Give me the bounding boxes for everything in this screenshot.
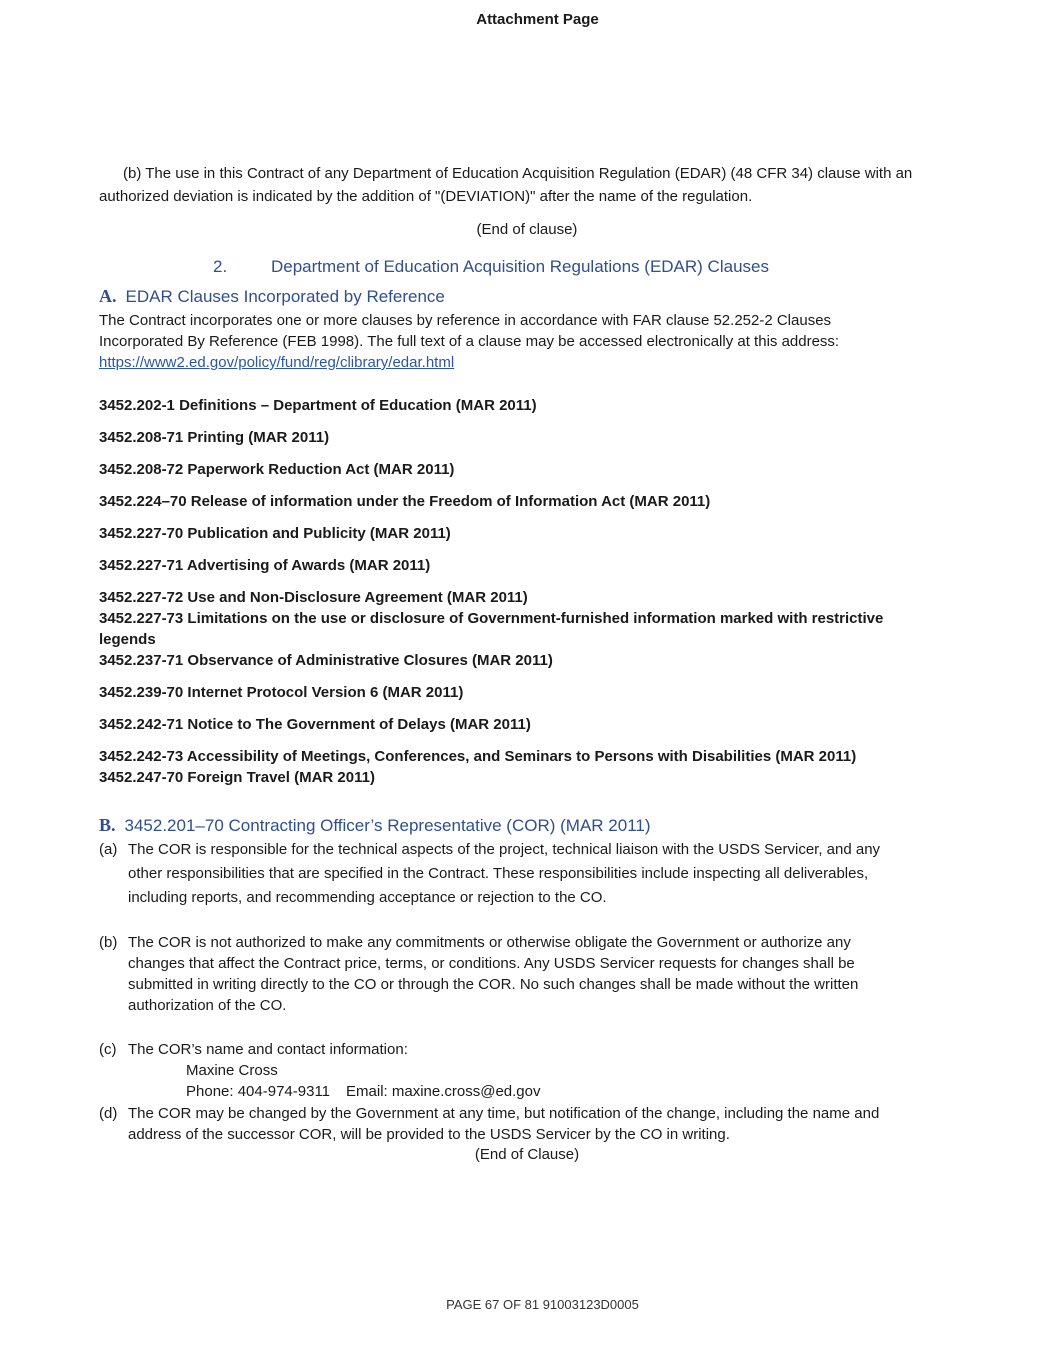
clause-item-continuation: legends — [99, 631, 156, 648]
section-b-letter: B. — [99, 815, 116, 835]
clause-item: 3452.247-70 Foreign Travel (MAR 2011) — [99, 769, 375, 786]
page-header-title: Attachment Page — [476, 11, 599, 28]
paragraph-b-line-2: authorized deviation is indicated by the addition of "(DEVIATION)" after the name of the regulation. — [99, 188, 753, 205]
cor-paragraph-a-line: The COR is responsible for the technical aspects of the project, technical liaison with the USDS Servicer, and any — [128, 841, 881, 858]
end-of-clause-1: (End of clause) — [476, 221, 578, 238]
section-a-title: EDAR Clauses Incorporated by Reference — [125, 287, 445, 306]
section-a-intro-line-1: The Contract incorporates one or more clauses by reference in accordance with FAR clause 52.252-2 Clauses — [99, 312, 832, 329]
cor-paragraph-d — [99, 1103, 944, 1145]
cor-paragraph-b-label: (b) — [99, 934, 118, 951]
clause-item: 3452.242-71 Notice to The Government of Delays (MAR 2011) — [99, 716, 531, 733]
section-a-intro-line-2: Incorporated By Reference (FEB 1998). The full text of a clause may be accessed electronically at this address: — [99, 333, 840, 350]
cor-name: Maxine Cross — [186, 1062, 278, 1079]
clause-item: 3452.227-70 Publication and Publicity (MAR 2011) — [99, 525, 451, 542]
cor-contact-line — [186, 1081, 944, 1102]
section-b-heading — [99, 815, 651, 836]
cor-paragraph-b — [99, 932, 944, 1016]
section-2-number: 2. — [213, 257, 228, 276]
cor-paragraph-d-label: (d) — [99, 1105, 118, 1122]
cor-contact-intro: The COR’s name and contact information: — [128, 1041, 408, 1058]
cor-email: Email: maxine.cross@ed.gov — [346, 1083, 541, 1100]
paragraph-b — [99, 162, 969, 208]
cor-paragraph-d-line: The COR may be changed by the Government at any time, but notification of the change, including the name and — [128, 1105, 880, 1122]
clause-item: 3452.242-73 Accessibility of Meetings, Conferences, and Seminars to Persons with Disabilities (MAR 2011) — [99, 748, 857, 765]
cor-paragraph-a-label: (a) — [99, 841, 118, 858]
section-a-letter: A. — [99, 286, 117, 306]
clause-item: 3452.202-1 Definitions – Department of Education (MAR 2011) — [99, 397, 537, 414]
clause-item: 3452.208-71 Printing (MAR 2011) — [99, 429, 330, 446]
clause-item: 3452.227-73 Limitations on the use or disclosure of Government-furnished information marked with restrictive — [99, 610, 884, 627]
edar-library-link[interactable]: https://www2.ed.gov/policy/fund/reg/clibrary/edar.html — [99, 354, 455, 371]
end-of-clause-2: (End of Clause) — [474, 1146, 580, 1163]
cor-paragraph-b-line: authorization of the CO. — [128, 997, 287, 1014]
clause-item: 3452.239-70 Internet Protocol Version 6 (MAR 2011) — [99, 684, 464, 701]
clause-item: 3452.237-71 Observance of Administrative Closures (MAR 2011) — [99, 652, 553, 669]
cor-paragraph-b-line: The COR is not authorized to make any commitments or otherwise obligate the Government or authorize any — [128, 934, 851, 951]
section-a-intro — [99, 310, 909, 373]
section-b-title: 3452.201–70 Contracting Officer’s Representative (COR) (MAR 2011) — [124, 816, 651, 835]
cor-paragraph-a-line: other responsibilities that are specified in the Contract. These responsibilities include inspecting all deliverables, — [128, 865, 869, 882]
page-footer: PAGE 67 OF 81 91003123D0005 — [446, 1297, 639, 1312]
paragraph-b-line-1: (b) The use in this Contract of any Department of Education Acquisition Regulation (EDAR) (48 CFR 34) clause with an — [123, 165, 913, 182]
cor-paragraph-c — [99, 1039, 944, 1102]
cor-paragraph-a — [99, 838, 944, 910]
cor-phone: Phone: 404-974-9311 — [186, 1083, 331, 1100]
cor-paragraph-d-line: address of the successor COR, will be provided to the USDS Servicer by the CO in writing. — [128, 1126, 730, 1143]
section-a-heading — [99, 286, 445, 307]
cor-paragraph-a-line: including reports, and recommending acceptance or rejection to the CO. — [128, 889, 607, 906]
clause-item: 3452.227-71 Advertising of Awards (MAR 2011) — [99, 557, 431, 574]
cor-paragraph-c-label: (c) — [99, 1041, 117, 1058]
clause-list — [99, 395, 929, 788]
clause-item: 3452.224–70 Release of information under the Freedom of Information Act (MAR 2011) — [99, 493, 711, 510]
clause-item: 3452.227-72 Use and Non-Disclosure Agreement (MAR 2011) — [99, 589, 528, 606]
section-2-title: Department of Education Acquisition Regulations (EDAR) Clauses — [271, 257, 769, 276]
clause-item: 3452.208-72 Paperwork Reduction Act (MAR 2011) — [99, 461, 455, 478]
cor-paragraph-b-line: submitted in writing directly to the CO or through the COR. No such changes shall be made without the written — [128, 976, 859, 993]
cor-paragraph-b-line: changes that affect the Contract price, terms, or conditions. Any USDS Servicer requests for changes shall be — [128, 955, 855, 972]
section-2-heading — [213, 257, 769, 277]
